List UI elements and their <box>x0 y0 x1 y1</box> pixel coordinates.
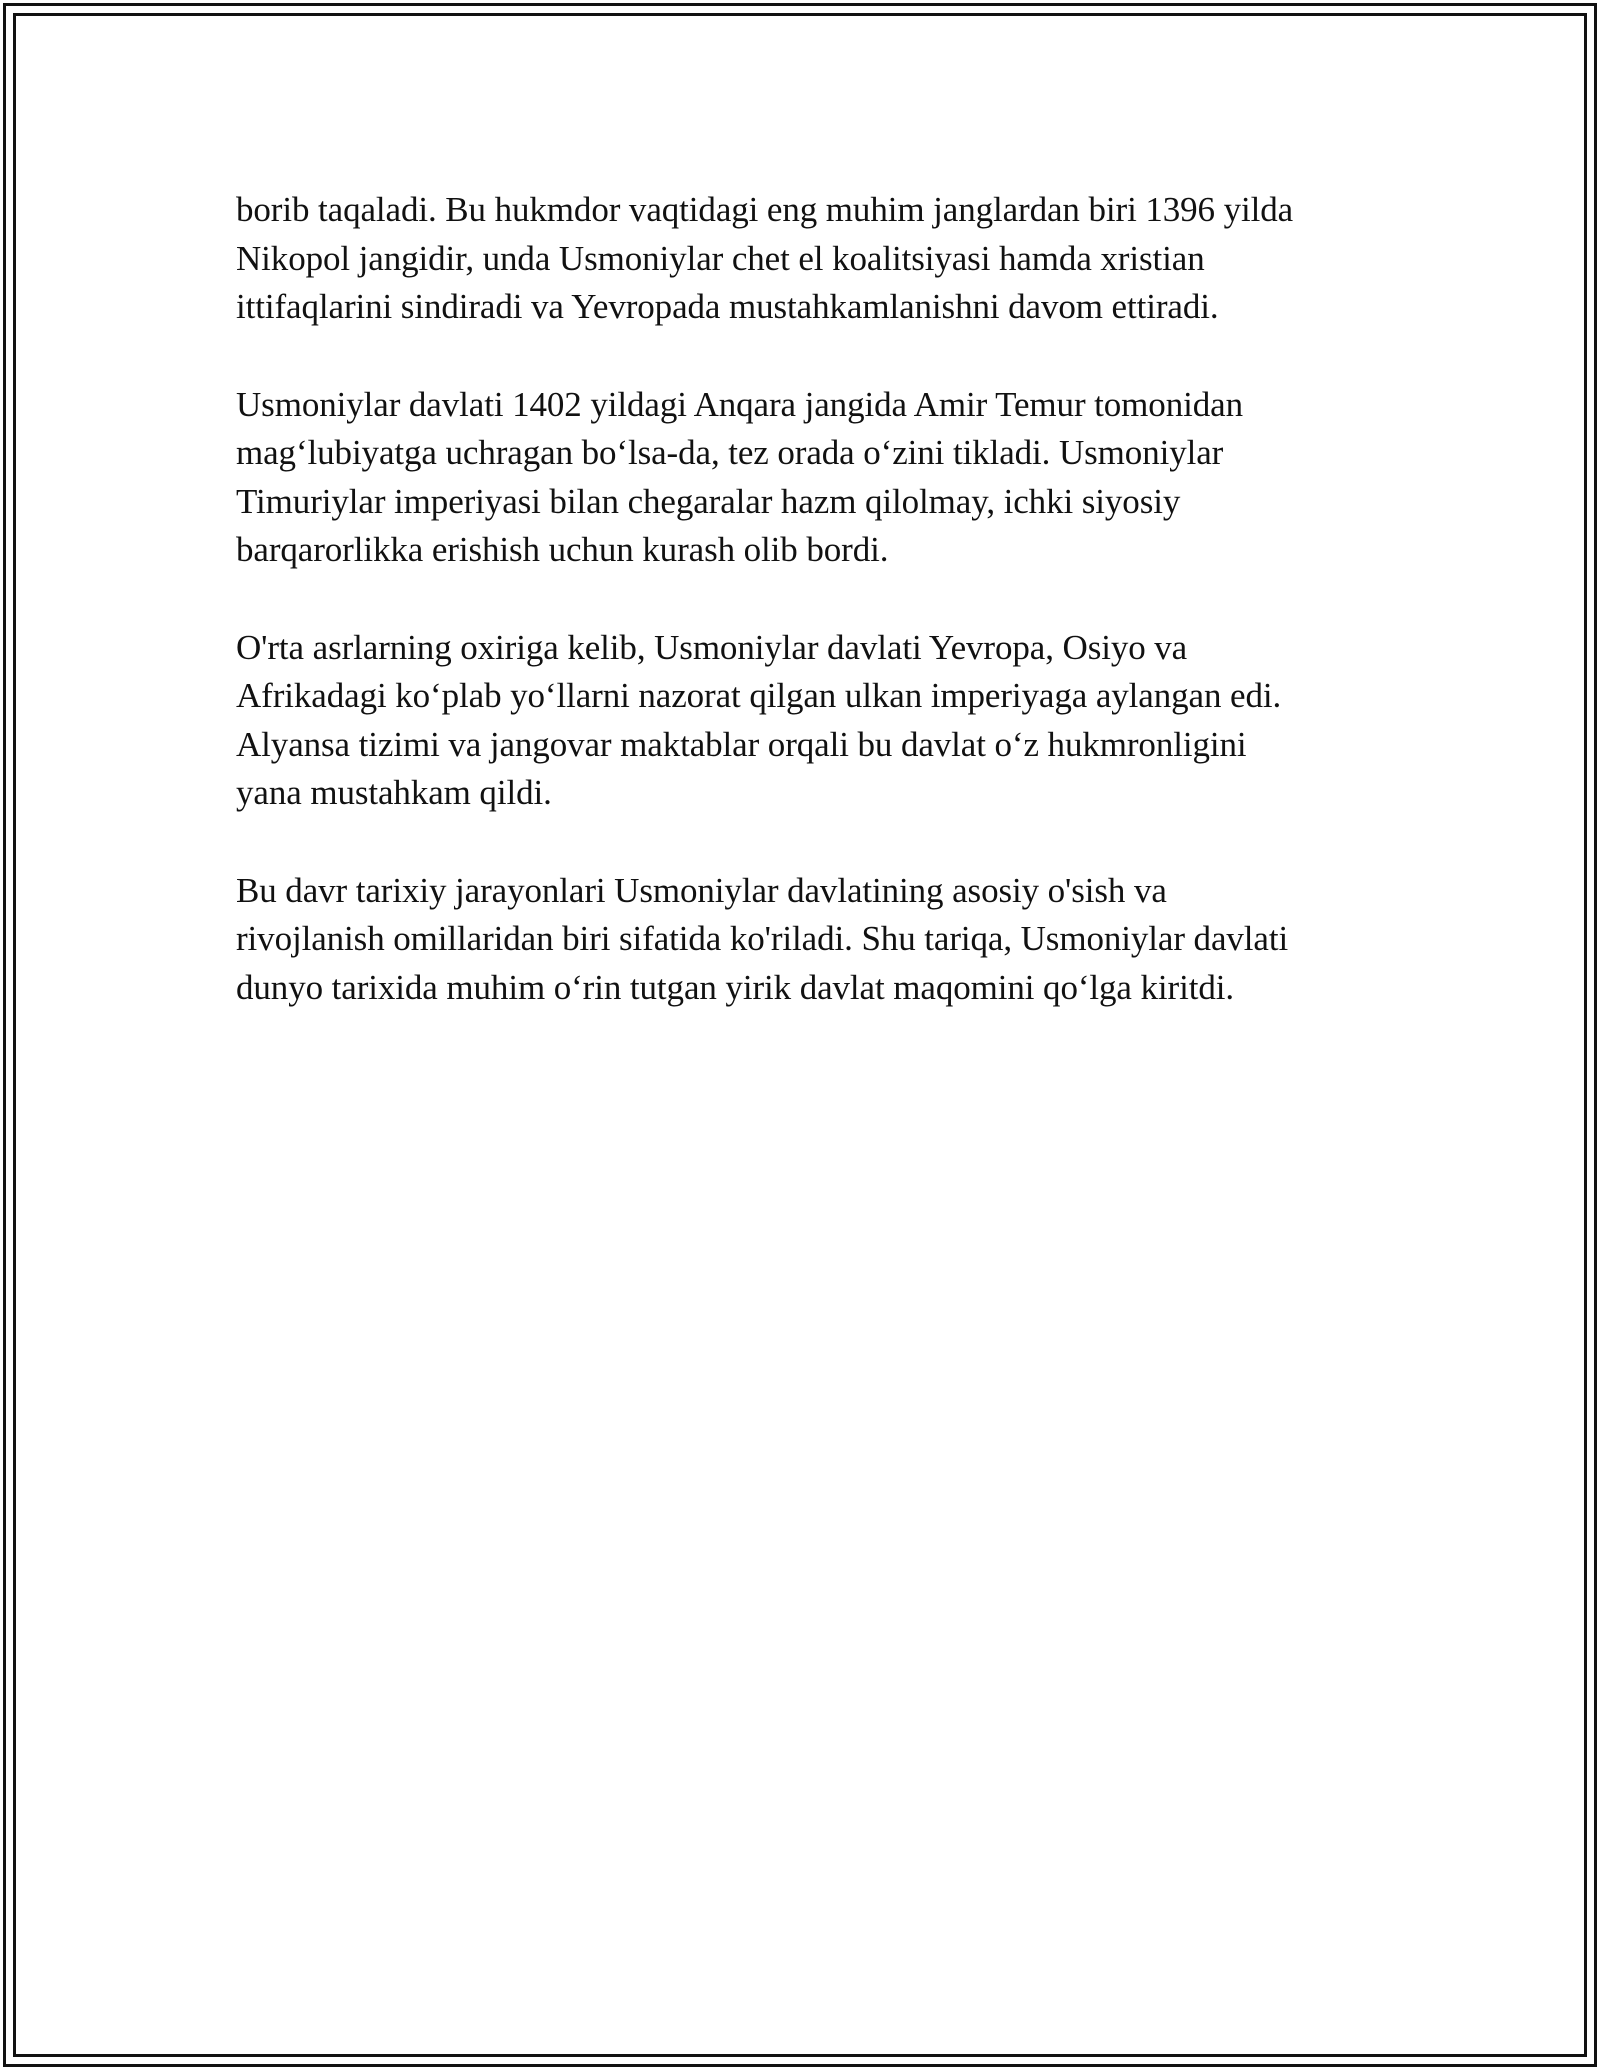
text-line: borib taqaladi. Bu hukmdor vaqtidagi eng muhim janglardan biri 1396 yilda <box>236 190 1294 229</box>
text-line: Nikopol jangidir, unda Usmoniylar chet el koalitsiyasi hamda xristian <box>236 238 1205 278</box>
text-line: Timuriylar imperiyasi bilan chegaralar hazm qilolmay, ichki siyosiy <box>236 481 1181 521</box>
paragraph-4 <box>236 867 1376 1013</box>
text-line: dunyo tarixida muhim o‘rin tutgan yirik davlat maqomini qo‘lga kiritdi. <box>236 967 1235 1007</box>
text-line: Afrikadagi ko‘plab yo‘llarni nazorat qilgan ulkan imperiyaga aylangan edi. <box>236 676 1282 715</box>
text-line: yana mustahkam qildi. <box>236 773 552 812</box>
text-line: Alyansa tizimi va jangovar maktablar orqali bu davlat o‘z hukmronligini <box>236 724 1247 764</box>
document-body <box>236 186 1376 1061</box>
paragraph-2 <box>236 381 1376 575</box>
text-line: rivojlanish omillaridan biri sifatida ko'riladi. Shu tariqa, Usmoniylar davlati <box>236 919 1289 958</box>
text-line: O'rta asrlarning oxiriga kelib, Usmoniylar davlati Yevropa, Osiyo va <box>236 627 1188 667</box>
text-line: Bu davr tarixiy jarayonlari Usmoniylar davlatining asosiy o'sish va <box>236 870 1167 910</box>
text-line: barqarorlikka erishish uchun kurash olib bordi. <box>236 530 889 569</box>
paragraph-1 <box>236 186 1376 332</box>
text-line: ittifaqlarini sindiradi va Yevropada mustahkamlanishni davom ettiradi. <box>236 287 1219 326</box>
paragraph-3 <box>236 624 1376 818</box>
text-line: mag‘lubiyatga uchragan bo‘lsa-da, tez orada o‘zini tikladi. Usmoniylar <box>236 433 1224 472</box>
text-line: Usmoniylar davlati 1402 yildagi Anqara jangida Amir Temur tomonidan <box>236 384 1243 424</box>
